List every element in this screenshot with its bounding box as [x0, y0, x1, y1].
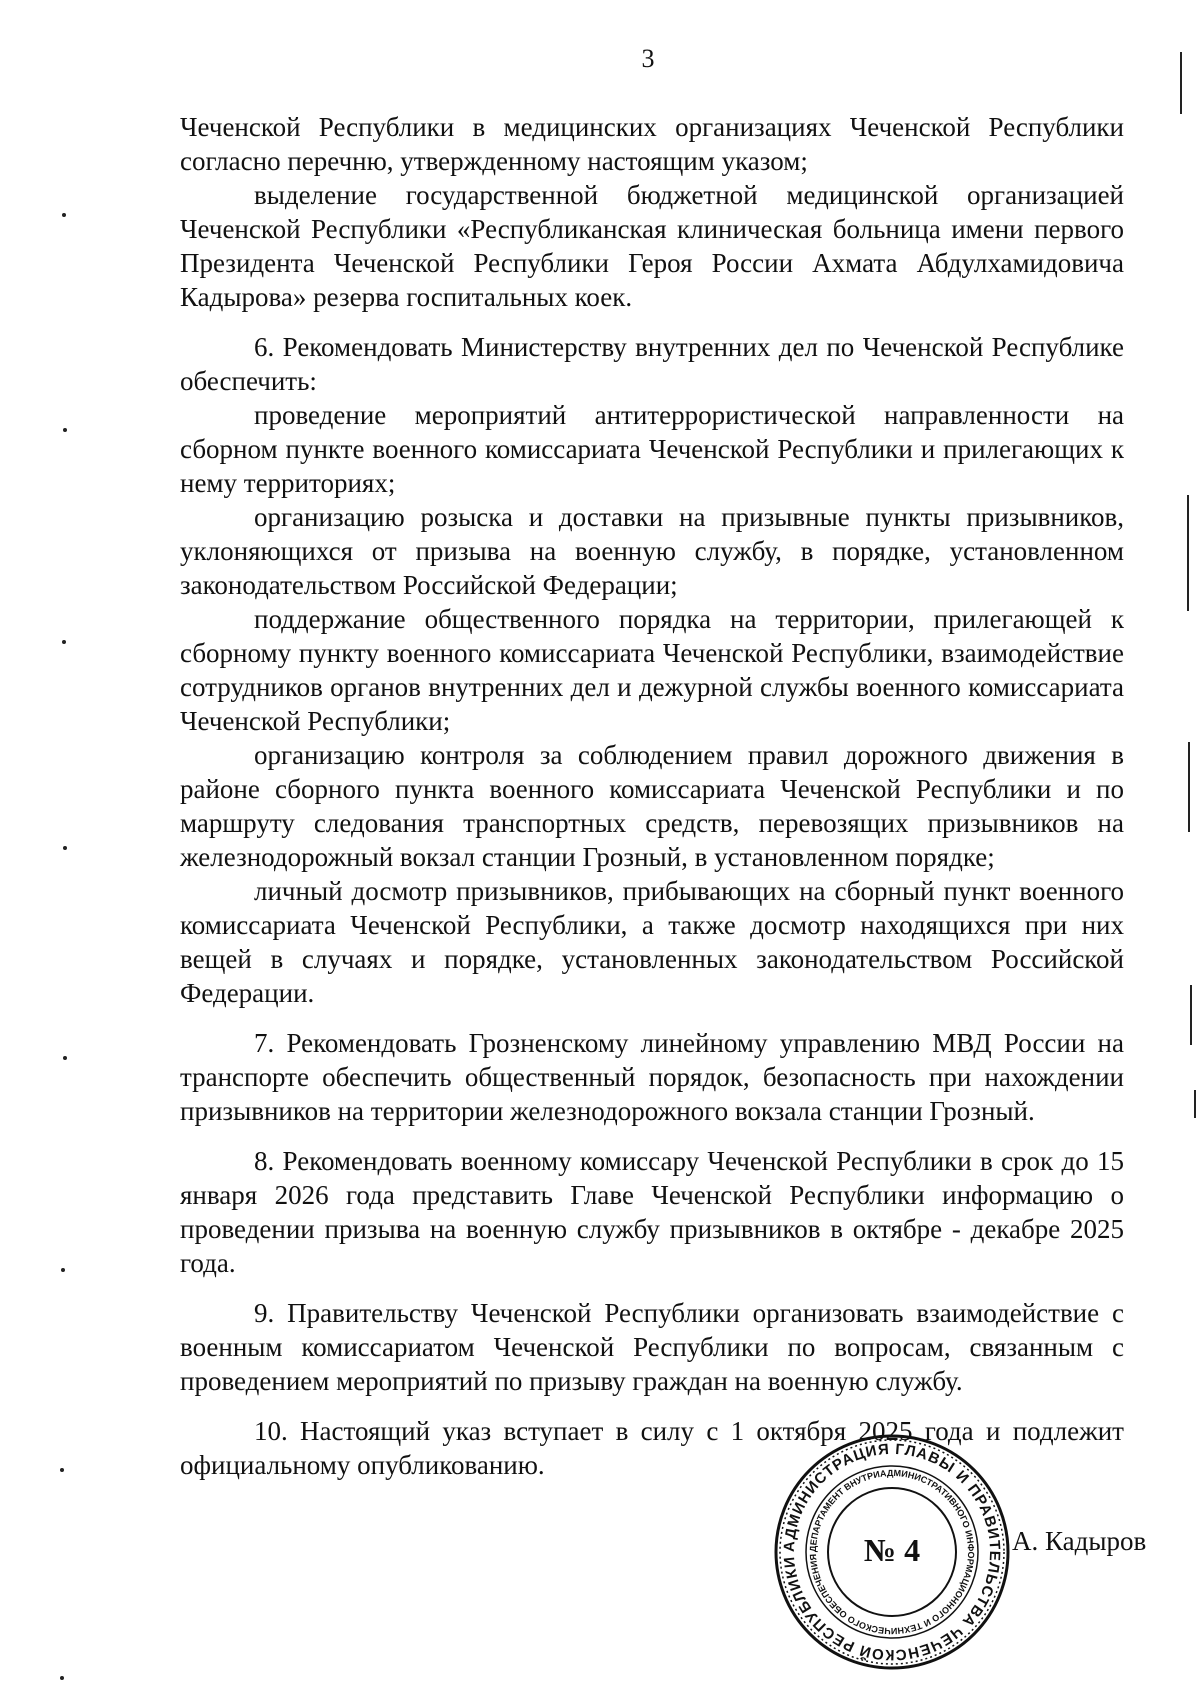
scan-speck [61, 1268, 65, 1272]
stamp-inner-text: ДЕПАРТАМЕНТ ВНУТРИАДМИНИСТРАТИВНОГО ИНФОРМАЦИОННОГО И ТЕХНИЧЕСКОГО ОБЕСПЕЧЕНИЯ [807, 1467, 977, 1637]
scan-speck [62, 213, 66, 217]
page-number: 3 [641, 44, 655, 73]
scan-margin-line [1180, 52, 1182, 114]
official-stamp [772, 1432, 1012, 1672]
paragraph: проведение мероприятий антитеррористической направленности на сборном пункте военного комиссариата Чеченской Республики и прилегающих к нему территориях; [180, 400, 1124, 498]
stamp-number: № 4 [863, 1532, 921, 1568]
scan-margin-line [1187, 495, 1189, 611]
paragraph: организацию розыска и доставки на призывные пункты призывников, уклоняющихся от призыва на военную службу, в порядке, установленном законодательством Российской Федерации; [180, 502, 1124, 600]
scan-speck [62, 640, 66, 644]
paragraph: 7. Рекомендовать Грозненскому линейному управлению МВД России на транспорте обеспечить общественный порядок, безопасность при нахождении призывников на территории железнодорожного вокзала станции Грозный. [180, 1028, 1124, 1126]
scan-margin-line [1190, 985, 1192, 1045]
paragraph: поддержание общественного порядка на территории, прилегающей к сборному пункту военного комиссариата Чеченской Республики, взаимодействие сотрудников органов внутренних дел и дежурной службы военного комиссариата Чеченской Республики; [180, 604, 1124, 736]
paragraph: личный досмотр призывников, прибывающих на сборный пункт военного комиссариата Чеченской Республики, а также досмотр находящихся при них вещей в случаях и порядке, установленных законодательством Российской Федерации. [180, 876, 1124, 1008]
paragraph: 8. Рекомендовать военному комиссару Чеченской Республики в срок до 15 января 2026 года представить Главе Чеченской Республики информацию о проведении призыва на военную службу призывников в октябре - декабре 2025 года. [180, 1146, 1124, 1278]
scan-margin-line [1188, 742, 1190, 832]
stamp-outer-text: АДМИНИСТРАЦИЯ ГЛАВЫ И ПРАВИТЕЛЬСТВА ЧЕЧЕНСКОЙ РЕСПУБЛИКИ [780, 1440, 1004, 1664]
scan-speck [60, 1468, 64, 1472]
paragraph: 10. Настоящий указ вступает в силу с 1 октября 2025 года и подлежит официальному опубликованию. [180, 1416, 1124, 1480]
paragraph: 9. Правительству Чеченской Республики организовать взаимодействие с военным комиссариатом Чеченской Республики по вопросам, связанным с проведением мероприятий по призыву граждан на военную службу. [180, 1298, 1124, 1396]
document-body [180, 110, 1124, 1482]
scan-speck [63, 846, 67, 850]
scan-margin-line [1194, 1090, 1196, 1118]
scan-speck [60, 1676, 64, 1680]
scan-speck [63, 428, 67, 432]
paragraph: 6. Рекомендовать Министерству внутренних дел по Чеченской Республике обеспечить: [180, 332, 1124, 396]
scan-speck [63, 1056, 67, 1060]
paragraph: организацию контроля за соблюдением правил дорожного движения в районе сборного пункта военного комиссариата Чеченской Республики и по маршруту следования транспортных средств, перевозящих призывников на железнодорожный вокзал станции Грозный, в установленном порядке; [180, 740, 1124, 872]
paragraph: выделение государственной бюджетной медицинской организацией Чеченской Республики «Республиканская клиническая больница имени первого Президента Чеченской Республики Героя России Ахмата Абдулхамидовича Кадырова» резерва госпитальных коек. [180, 180, 1124, 312]
signature-name: А. Кадыров [1012, 1526, 1147, 1556]
paragraph: Чеченской Республики в медицинских организациях Чеченской Республики согласно перечню, утвержденному настоящим указом; [180, 112, 1124, 176]
